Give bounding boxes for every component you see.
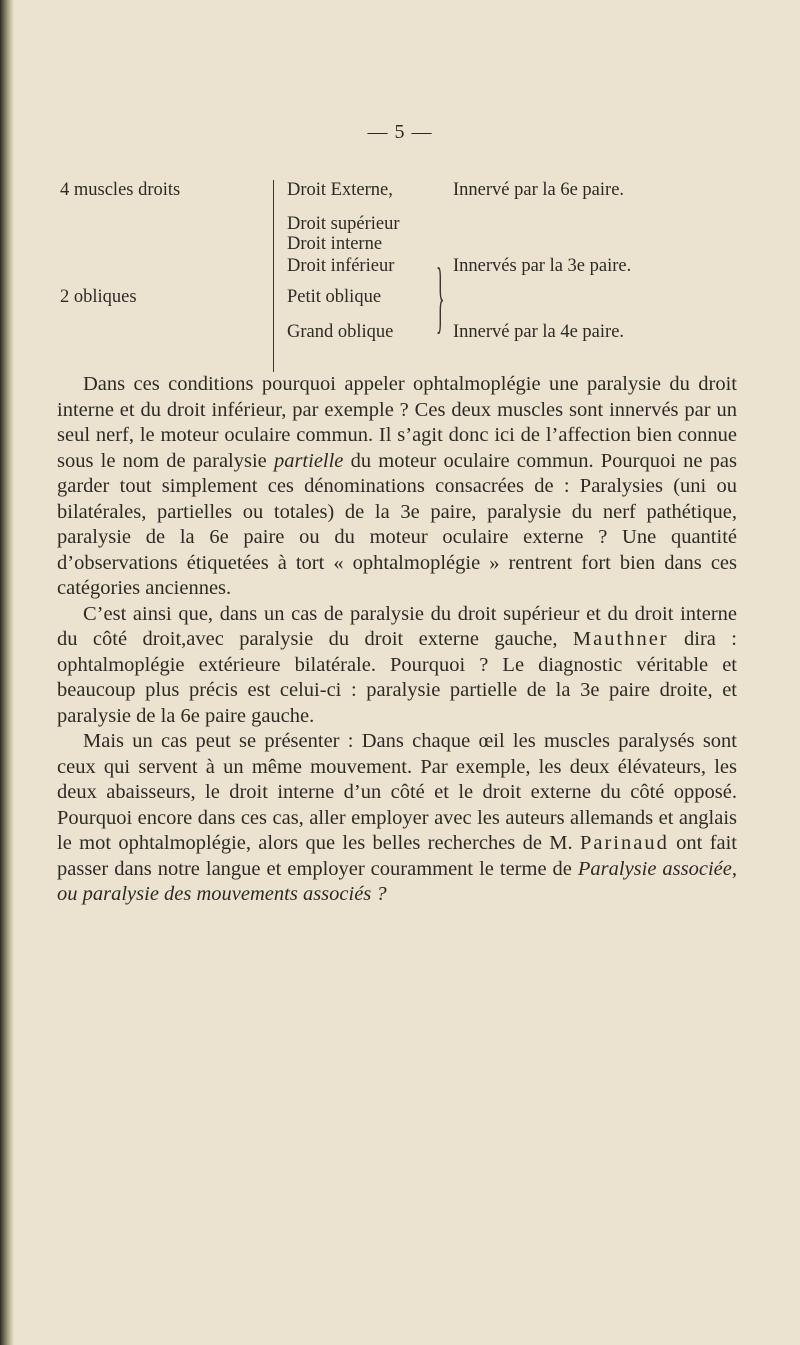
text-run: ont fait passer dans notre langue et employer couramment le terme de — [57, 832, 738, 880]
muscle-droit-interne: Droit interne — [287, 234, 383, 254]
emphasis: partielle — [273, 449, 344, 472]
innervation-fourth-pair: Innervé par la 4e paire. — [453, 322, 625, 342]
page-binding-edge — [0, 0, 14, 1345]
innervation-sixth-pair: Innervé par la 6e paire. — [453, 180, 625, 200]
text-run: Mais un cas peut se présenter : Dans chaque œil les muscles paralysés sont ceux qui servent à un même mouvement. Par exemple, les deux élévateurs, les deux abaisseurs, le droit interne d’un côté et le droit externe du côté opposé. Pourquoi encore dans ces cas, aller employer avec les auteurs allemands et anglais le mot ophtalmoplégie, alors que les belles recherches de M. — [57, 730, 737, 854]
text-run: C’est ainsi que, dans un cas de paralysie du droit supérieur et du droit interne du côté droit,avec paralysie du droit externe gauche, — [57, 602, 737, 650]
emphasis: Paralysie associée, ou paralysie des mouvements associés ? — [57, 857, 737, 905]
innervation-third-pair: Innervés par la 3e paire. — [453, 256, 632, 276]
author-name: Mauthner — [572, 628, 669, 650]
text-run: du moteur oculaire commun. Pourquoi ne pas garder tout simplement ces dénominations consacrées de : Paralysies (uni ou bilatérales, partielles ou totales) de la 3e paire, paralysie du nerf pathétique, paralysie de la 6e paire ou du moteur oculaire externe ? Une quantité d’observations étiquetées à tort « ophtalmoplégie » rentrent fort bien dans ces catégories anciennes. — [57, 449, 737, 599]
grouping-brace: } — [436, 253, 445, 341]
text-run: dira : ophtalmoplégie extérieure bilatérale. Pourquoi ? Le diagnostic véritable et beaucoup plus précis est celui-ci : paralysie partielle de la 3e paire droite, et paralysie de la 6e paire gauche. — [57, 628, 737, 727]
muscle-grand-oblique: Grand oblique — [287, 322, 394, 342]
paragraph — [57, 729, 737, 908]
paragraph — [57, 602, 737, 730]
muscle-petit-oblique: Petit oblique — [287, 287, 382, 307]
paragraph — [57, 372, 737, 602]
muscle-droit-superieur: Droit supérieur — [287, 214, 400, 234]
author-name: Parinaud — [579, 832, 669, 854]
table-divider — [273, 180, 274, 372]
text-run: Dans ces conditions pourquoi appeler ophtalmoplégie une paralysie du droit interne et du droit inférieur, par exemple ? Ces deux muscles sont innervés par un seul nerf, le moteur oculaire commun. Il s’agit donc ici de l’affection bien connue sous le nom de paralysie — [57, 373, 737, 472]
body-text — [57, 372, 737, 908]
group-label-straight-muscles: 4 muscles droits — [60, 180, 181, 200]
page-number: — 5 — — [367, 121, 433, 143]
muscle-droit-externe: Droit Externe, — [287, 180, 393, 200]
group-label-oblique-muscles: 2 obliques — [60, 287, 137, 307]
muscle-droit-inferieur: Droit inférieur — [287, 256, 395, 276]
